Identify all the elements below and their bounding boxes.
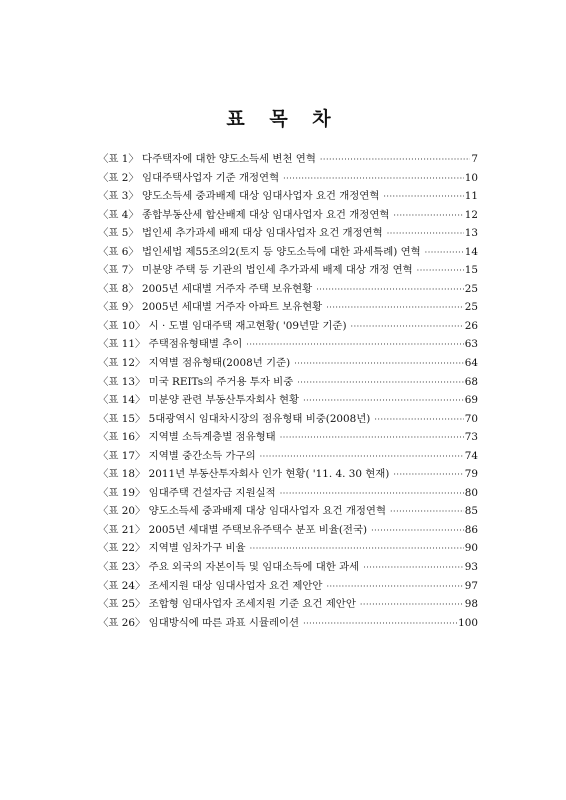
- table-number: 〈표 4〉: [98, 208, 139, 221]
- table-title: 임대주택 건설자금 지원실적: [148, 486, 276, 499]
- leader-dots: [351, 318, 464, 337]
- page-number: 15: [464, 264, 478, 277]
- table-title: 임대주택사업자 기준 개정연혁: [142, 171, 280, 184]
- leader-dots: [280, 485, 464, 504]
- toc-entry[interactable]: [98, 187, 478, 206]
- leader-dots: [360, 596, 464, 615]
- toc-entry[interactable]: [98, 521, 478, 540]
- toc-entry[interactable]: [98, 391, 478, 410]
- leader-dots: [283, 170, 464, 189]
- table-number: 〈표 24〉: [98, 579, 146, 592]
- toc-entry[interactable]: [98, 206, 478, 225]
- page-number: 74: [464, 449, 478, 462]
- page-number: 100: [458, 616, 478, 629]
- leader-dots: [316, 281, 464, 300]
- table-title: 시 · 도별 임대주택 재고현황( '09년말 기준): [148, 319, 347, 332]
- table-title: 법인세 추가과세 배제 대상 임대사업자 요건 개정연혁: [142, 227, 383, 240]
- toc-entry[interactable]: [98, 465, 478, 484]
- page-number: 7: [471, 153, 478, 165]
- leader-dots: [425, 244, 464, 263]
- table-title: 지역별 임차가구 비율: [148, 542, 246, 555]
- page-number: 79: [464, 468, 478, 481]
- page-number: 85: [464, 505, 478, 518]
- leader-dots: [383, 188, 463, 207]
- leader-dots: [387, 225, 464, 244]
- table-title: 2005년 세대별 주택보유주택수 분포 비율(전국): [148, 523, 368, 536]
- table-number: 〈표 1〉: [98, 153, 139, 165]
- table-number: 〈표 13〉: [98, 375, 146, 388]
- table-title: 조합형 임대사업자 조세지원 기준 요건 제안안: [148, 598, 356, 611]
- leader-dots: [260, 448, 464, 467]
- table-title: 2005년 세대별 거주자 아파트 보유현황: [142, 301, 323, 314]
- leader-dots: [371, 522, 464, 541]
- page-number: 25: [464, 282, 478, 295]
- table-number: 〈표 26〉: [98, 616, 146, 629]
- page-number: 12: [464, 208, 478, 221]
- page-number: 10: [464, 171, 478, 184]
- toc-entry[interactable]: [98, 410, 478, 429]
- table-title: 5대광역시 임대차시장의 점유형태 비중(2008년): [148, 412, 371, 425]
- leader-dots: [363, 559, 464, 578]
- table-title: 종합부동산세 합산배제 대상 임대사업자 요건 개정연혁: [142, 208, 390, 221]
- toc-entry[interactable]: [98, 280, 478, 299]
- table-number: 〈표 17〉: [98, 449, 146, 462]
- table-number: 〈표 21〉: [98, 523, 146, 536]
- table-number: 〈표 18〉: [98, 468, 146, 481]
- leader-dots: [246, 336, 463, 355]
- table-number: 〈표 2〉: [98, 171, 139, 184]
- leader-dots: [280, 429, 464, 448]
- table-title: 미국 REITs의 주거용 투자 비중: [148, 375, 294, 388]
- leader-dots: [393, 466, 463, 485]
- table-number: 〈표 15〉: [98, 412, 146, 425]
- page-number: 26: [464, 319, 478, 332]
- table-number: 〈표 5〉: [98, 227, 139, 240]
- page-number: 70: [464, 412, 478, 425]
- table-number: 〈표 10〉: [98, 319, 146, 332]
- leader-dots: [294, 355, 464, 374]
- page-number: 93: [464, 561, 478, 574]
- table-number: 〈표 12〉: [98, 357, 146, 370]
- page-number: 25: [464, 301, 478, 314]
- table-number: 〈표 3〉: [98, 190, 139, 203]
- page-number: 69: [464, 394, 478, 407]
- toc-entry[interactable]: [98, 317, 478, 336]
- page-number: 63: [464, 338, 478, 351]
- toc-entry[interactable]: [98, 298, 478, 317]
- toc-entry[interactable]: [98, 558, 478, 577]
- leader-dots: [303, 392, 464, 411]
- toc-entry[interactable]: [98, 484, 478, 503]
- table-number: 〈표 25〉: [98, 598, 146, 611]
- table-title: 미분양 주택 등 기관의 법인세 추가과세 배제 대상 개정 연혁: [142, 264, 413, 277]
- table-number: 〈표 8〉: [98, 282, 139, 295]
- toc-entry[interactable]: [98, 595, 478, 614]
- page-number: 80: [464, 486, 478, 499]
- toc-entry[interactable]: [98, 428, 478, 447]
- page-number: 11: [464, 190, 478, 203]
- toc-entry[interactable]: [98, 373, 478, 392]
- toc-entry[interactable]: [98, 447, 478, 466]
- toc-entry[interactable]: [98, 261, 478, 280]
- leader-dots: [326, 299, 464, 318]
- toc-entry[interactable]: [98, 577, 478, 596]
- toc-entry[interactable]: [98, 614, 478, 633]
- table-title: 법인세법 제55조의2(토지 등 양도소득에 대한 과세특례) 연혁: [142, 245, 421, 258]
- leader-dots: [303, 615, 457, 634]
- page-title: 표 목 차: [226, 108, 340, 130]
- table-title: 양도소득세 중과배제 대상 임대사업자 요건 개정연혁: [148, 505, 386, 518]
- table-title: 2005년 세대별 거주자 주택 보유현황: [142, 282, 313, 295]
- table-number: 〈표 14〉: [98, 394, 146, 407]
- toc-entry[interactable]: [98, 224, 478, 243]
- table-number: 〈표 6〉: [98, 245, 139, 258]
- table-number: 〈표 23〉: [98, 561, 146, 574]
- toc-entry[interactable]: [98, 243, 478, 262]
- leader-dots: [320, 151, 471, 170]
- table-number: 〈표 22〉: [98, 542, 146, 555]
- table-title: 지역별 중간소득 가구의: [148, 449, 256, 462]
- page-number: 64: [464, 357, 478, 370]
- leader-dots: [417, 262, 464, 281]
- table-number: 〈표 20〉: [98, 505, 146, 518]
- page-number: 73: [464, 431, 478, 444]
- table-title: 조세지원 대상 임대사업자 요건 제안안: [148, 579, 323, 592]
- page-number: 98: [464, 598, 478, 611]
- table-title: 지역별 소득계층별 점유형태: [148, 431, 276, 444]
- leader-dots: [326, 578, 463, 597]
- table-number: 〈표 11〉: [98, 338, 146, 351]
- table-title: 양도소득세 중과배제 대상 임대사업자 요건 개정연혁: [142, 190, 380, 203]
- leader-dots: [297, 374, 464, 393]
- toc-entry[interactable]: [98, 539, 478, 558]
- toc-entry[interactable]: [98, 354, 478, 373]
- table-number: 〈표 7〉: [98, 264, 139, 277]
- page-number: 97: [464, 579, 478, 592]
- table-title: 주택점유형태별 추이: [148, 338, 243, 351]
- table-title: 다주택자에 대한 양도소득세 변천 연혁: [142, 153, 316, 165]
- leader-dots: [250, 540, 464, 559]
- table-title: 주요 외국의 자본이득 및 임대소득에 대한 과세: [148, 561, 360, 574]
- leader-dots: [390, 503, 464, 522]
- table-title: 임대방식에 따른 과표 시뮬레이션: [148, 616, 300, 629]
- table-number: 〈표 9〉: [98, 301, 139, 314]
- table-number: 〈표 19〉: [98, 486, 146, 499]
- table-of-contents: [98, 150, 478, 632]
- page-number: 90: [464, 542, 478, 555]
- page-number: 68: [464, 375, 478, 388]
- table-number: 〈표 16〉: [98, 431, 146, 444]
- page-number: 13: [464, 227, 478, 240]
- page-number: 14: [464, 245, 478, 258]
- toc-entry[interactable]: [98, 169, 478, 188]
- page-number: 86: [464, 523, 478, 536]
- toc-entry[interactable]: [98, 335, 478, 354]
- toc-entry[interactable]: [98, 502, 478, 521]
- leader-dots: [393, 207, 463, 226]
- toc-entry[interactable]: [98, 150, 478, 169]
- table-title: 미분양 관련 부동산투자회사 현황: [148, 394, 300, 407]
- table-title: 지역별 점유형태(2008년 기준): [148, 357, 291, 370]
- leader-dots: [374, 411, 463, 430]
- table-title: 2011년 부동산투자회사 인가 현황( '11. 4. 30 현재): [148, 468, 390, 481]
